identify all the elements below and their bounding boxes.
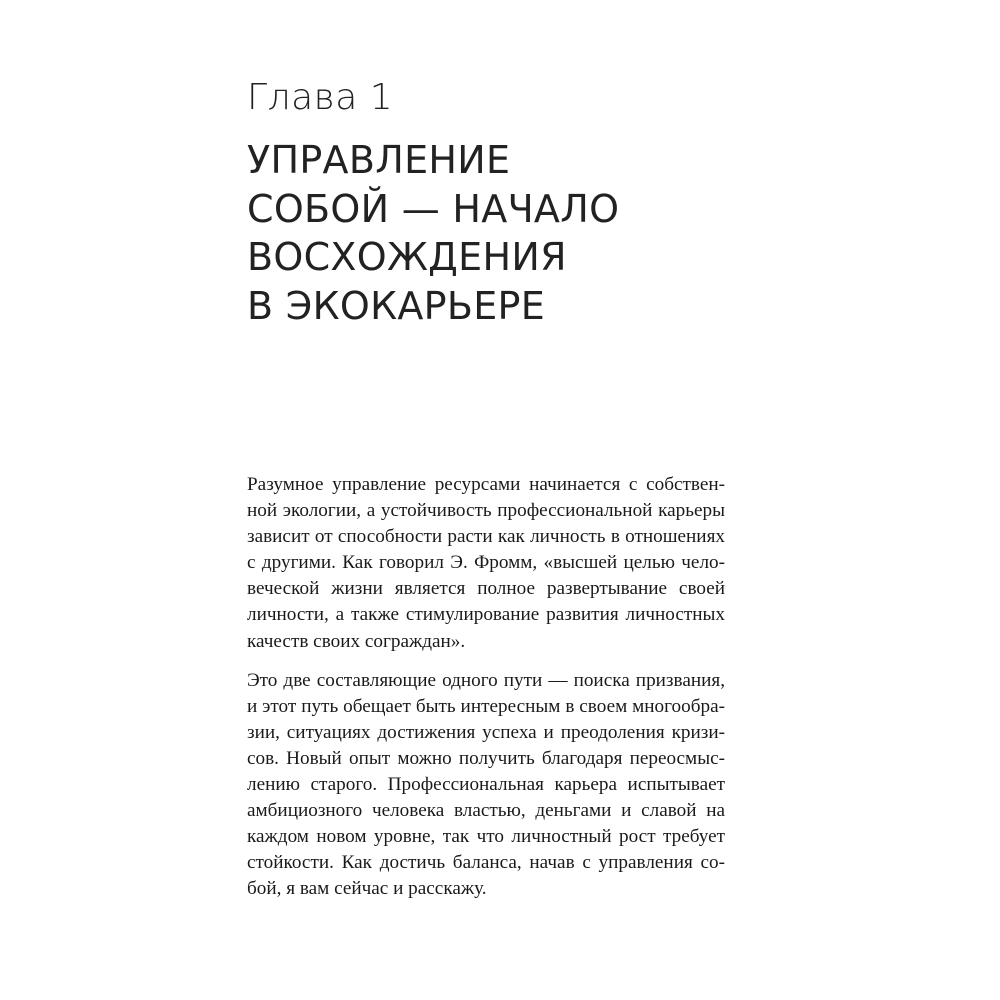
text-line: амбициозного человека властью, деньгами и славой на: [247, 800, 725, 822]
text-line: зависит от способности расти как личность в отношениях: [247, 526, 725, 548]
text-line: веческой жизни является полное развертывание своей: [247, 578, 725, 600]
chapter-title-line: ВОСХОЖДЕНИЯ: [247, 235, 567, 279]
text-line: качеств своих сограждан».: [247, 630, 466, 652]
text-line: с другими. Как говорил Э. Фромм, «высшей целью чело-: [247, 552, 725, 574]
text-line: сов. Новый опыт можно получить благодаря переосмыс-: [247, 747, 725, 769]
paragraph-1: [247, 472, 725, 655]
text-line: стойкости. Как достичь баланса, начав с управления со-: [247, 852, 725, 874]
chapter-title: [247, 136, 619, 330]
text-line: личности, а также стимулирование развития личностных: [247, 604, 725, 626]
chapter-title-line: В ЭКОКАРЬЕРЕ: [247, 283, 546, 328]
text-line: ной экологии, а устойчивость профессиональной карьеры: [247, 500, 725, 522]
text-line: каждом новом уровне, так что личностный рост требует: [247, 826, 725, 848]
chapter-title-line: СОБОЙ — НАЧАЛО: [247, 186, 620, 231]
text-line: Разумное управление ресурсами начинается с собствен-: [247, 474, 725, 495]
paragraph-2: [247, 668, 725, 903]
text-line: зии, ситуациях достижения успеха и преодоления кризи-: [247, 721, 725, 743]
text-line: Это две составляющие одного пути — поиска призвания,: [247, 669, 725, 691]
text-line: бой, я вам сейчас и расскажу.: [247, 878, 487, 900]
text-line: и этот путь обещает быть интересным в своем многообра-: [247, 695, 725, 717]
chapter-number: Глава 1: [247, 77, 394, 118]
chapter-title-line: УПРАВЛЕНИЕ: [247, 138, 511, 182]
body-text: [247, 472, 725, 903]
text-line: лению старого. Профессиональная карьера испытывает: [247, 774, 725, 796]
